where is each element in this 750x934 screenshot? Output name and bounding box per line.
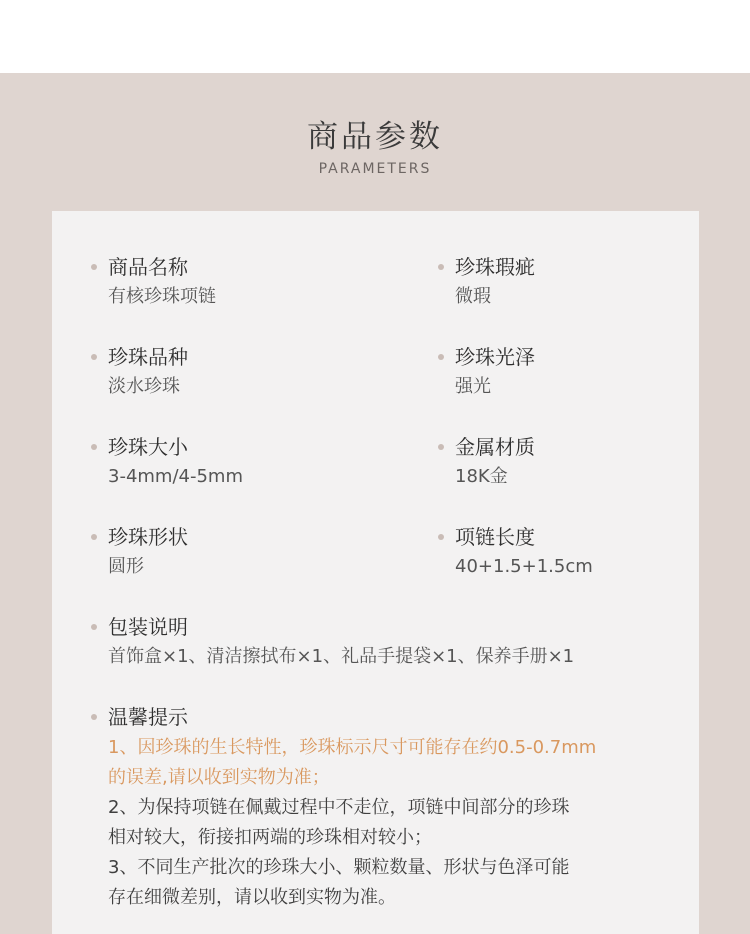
bullet-dot [91, 534, 97, 540]
tip-line: 3、不同生产批次的珍珠大小、颗粒数量、形状与色泽可能 [108, 857, 570, 878]
param-label: 珍珠品种 [108, 345, 188, 369]
param-necklace-length [455, 524, 593, 581]
param-label: 珍珠瑕疵 [455, 255, 535, 279]
param-label: 包装说明 [108, 615, 188, 639]
param-product-name [108, 254, 216, 311]
param-value: 首饰盒×1、清洁擦拭布×1、礼品手提袋×1、保养手册×1 [108, 646, 575, 667]
param-label: 珍珠形状 [108, 525, 188, 549]
param-value: 40+1.5+1.5cm [455, 556, 593, 577]
param-value: 18K金 [455, 466, 508, 487]
bullet-dot [438, 354, 444, 360]
param-pearl-type [108, 344, 188, 401]
tips-label: 温馨提示 [108, 705, 188, 729]
param-label: 项链长度 [455, 525, 535, 549]
section-title: 商品参数 [307, 119, 443, 155]
param-value: 圆形 [108, 556, 144, 577]
param-label: 金属材质 [455, 435, 535, 459]
param-pearl-shape [108, 524, 188, 581]
section-subtitle: PARAMETERS [318, 161, 432, 177]
bullet-dot [438, 264, 444, 270]
bullet-dot [91, 444, 97, 450]
tip-line: 存在细微差别，请以收到实物为准。 [108, 887, 396, 908]
tip-line: 的误差,请以收到实物为准； [108, 767, 330, 788]
param-label: 珍珠光泽 [455, 345, 535, 369]
param-pearl-luster [455, 344, 535, 401]
param-value: 微瑕 [455, 286, 491, 307]
tip-line: 1、因珍珠的生长特性，珍珠标示尺寸可能存在约0.5-0.7mm [108, 737, 597, 758]
param-packaging [108, 614, 574, 671]
bullet-dot [438, 444, 444, 450]
bullet-dot [91, 624, 97, 630]
param-label: 珍珠大小 [108, 435, 188, 459]
param-value: 强光 [455, 376, 491, 397]
tip-line: 相对较大，衔接扣两端的珍珠相对较小； [108, 827, 432, 848]
tip-line: 2、为保持项链在佩戴过程中不走位，项链中间部分的珍珠 [108, 797, 570, 818]
top-blank-area [0, 0, 750, 73]
param-pearl-size [108, 434, 243, 491]
tips-block [108, 704, 668, 913]
bullet-dot [91, 714, 97, 720]
param-metal-material [455, 434, 535, 491]
bullet-dot [438, 534, 444, 540]
param-label: 商品名称 [108, 255, 188, 279]
param-value: 有核珍珠项链 [108, 286, 216, 307]
param-value: 3-4mm/4-5mm [108, 466, 243, 487]
param-value: 淡水珍珠 [108, 376, 180, 397]
param-pearl-flaw [455, 254, 535, 311]
bullet-dot [91, 264, 97, 270]
bullet-dot [91, 354, 97, 360]
